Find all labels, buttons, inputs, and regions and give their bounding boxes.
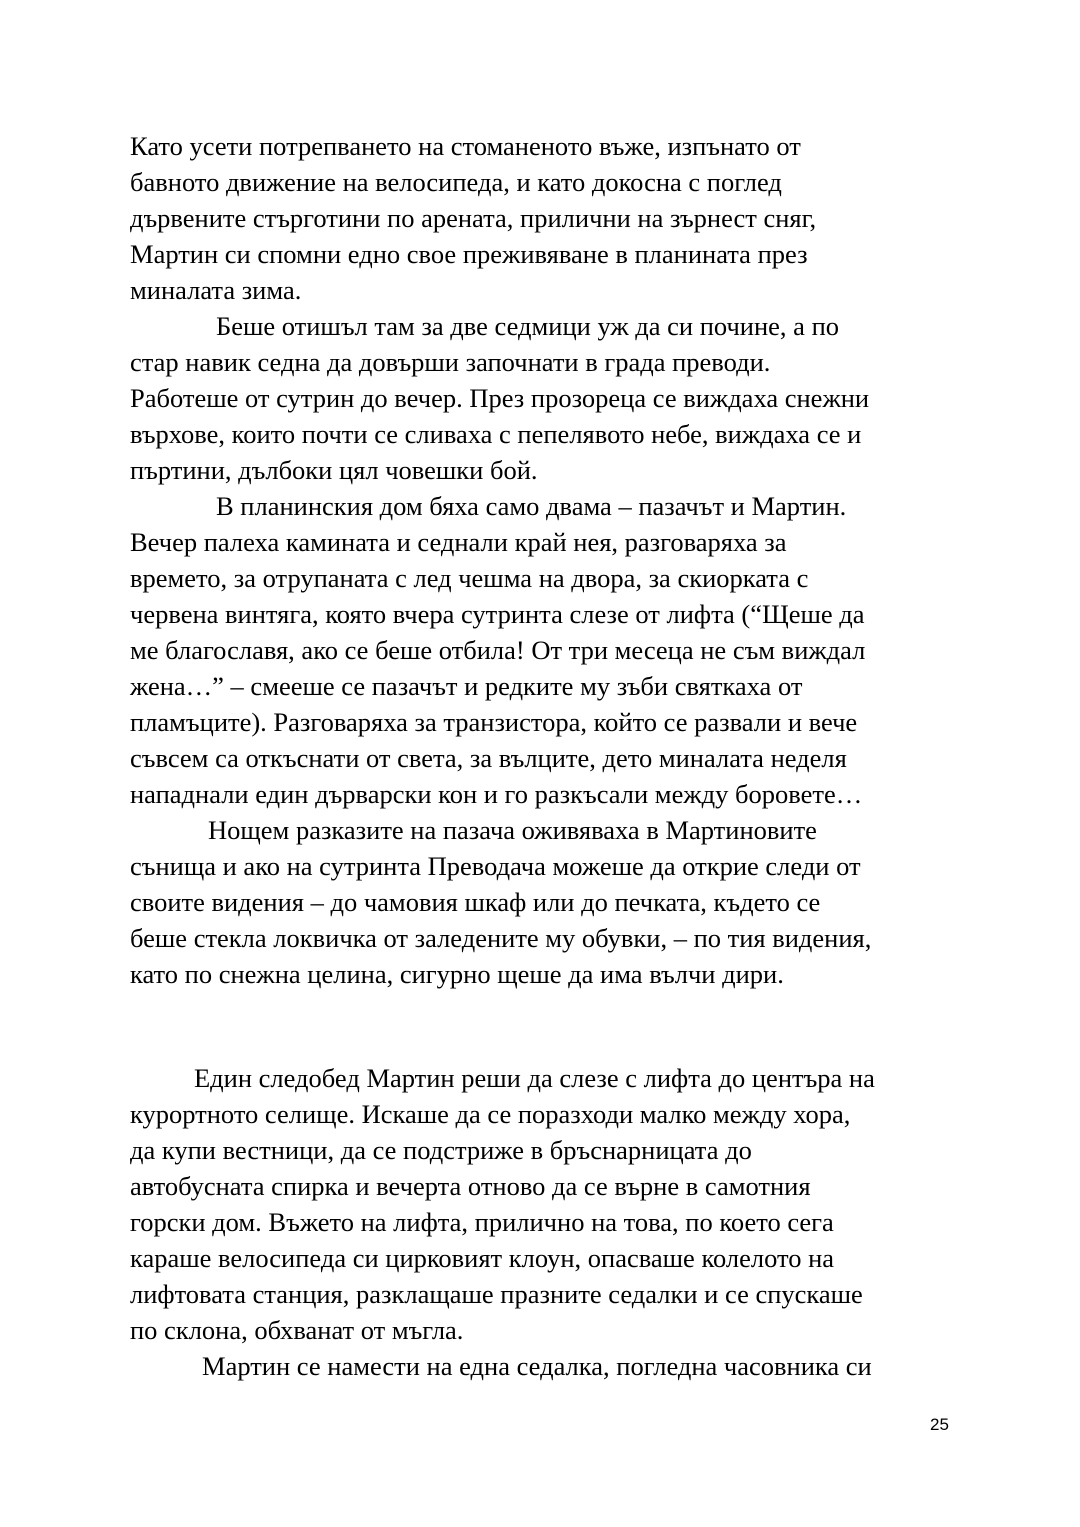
text-line: лифтовата станция, разклащаше празните седалки и се спускаше	[130, 1279, 863, 1309]
text-line-indented: Мартин се намести на една седалка, погледна часовника си	[202, 1351, 872, 1381]
text-section-2	[130, 1060, 960, 1384]
text-line: сънища и ако на сутринта Преводача можеше да открие следи от	[130, 851, 861, 881]
text-line: миналата зима.	[130, 275, 302, 305]
text-line: караше велосипеда си цирковият клоун, опасваше колелото на	[130, 1243, 835, 1273]
text-line: Като усети потрепването на стоманеното въже, изпънато от	[130, 131, 801, 161]
text-line: пламъците). Разговаряха за транзистора, който се развали и вече	[130, 707, 858, 737]
text-line-indented: Нощем разказите на пазача оживяваха в Мартиновите	[208, 815, 817, 845]
text-line: дървените стърготини по арената, прилични на зърнест сняг,	[130, 203, 817, 233]
text-line: горски дом. Въжето на лифта, прилично на това, по което сега	[130, 1207, 834, 1237]
text-line: да купи вестници, да се подстриже в бръснарницата до	[130, 1135, 752, 1165]
text-line: нападнали един дърварски кон и го разкъсали между боровете…	[130, 779, 863, 809]
text-line: Работеше от сутрин до вечер. През прозореца се виждаха снежни	[130, 383, 870, 413]
text-line-indented: Един следобед Мартин реши да слезе с лифта до центъра на	[194, 1063, 875, 1093]
page-number: 25	[930, 1415, 949, 1434]
text-line: Вечер палеха камината и седнали край нея, разговаряха за	[130, 527, 787, 557]
text-line-indented: Беше отишъл там за две седмици уж да си почине, а по	[216, 311, 839, 341]
text-line: съвсем са откъснати от света, за вълците, дето миналата неделя	[130, 743, 847, 773]
text-line: автобусната спирка и вечерта отново да се върне в самотния	[130, 1171, 811, 1201]
text-line: по склона, обхванат от мъгла.	[130, 1315, 464, 1345]
text-line: ме благославя, ако се беше отбила! От три месеца не съм виждал	[130, 635, 866, 665]
text-line: червена винтяга, която вчера сутринта слезе от лифта (“Щеше да	[130, 599, 865, 629]
text-line: курортното селище. Искаше да се поразходи малко между хора,	[130, 1099, 851, 1129]
text-section-1	[130, 128, 960, 992]
text-line: пъртини, дълбоки цял човешки бой.	[130, 455, 538, 485]
text-line: стар навик седна да довърши започнати в града преводи.	[130, 347, 771, 377]
text-line-indented: В планинския дом бяха само двама – пазачът и Мартин.	[216, 491, 847, 521]
text-line: Мартин си спомни едно свое преживяване в планината през	[130, 239, 808, 269]
text-line: жена…” – смееше се пазачът и редките му зъби святкаха от	[130, 671, 803, 701]
text-line: своите видения – до чамовия шкаф или до печката, където се	[130, 887, 821, 917]
text-line: беше стекла локвичка от заледените му обувки, – по тия видения,	[130, 923, 872, 953]
text-line: върхове, които почти се сливаха с пепелявото небе, виждаха се и	[130, 419, 862, 449]
text-line: като по снежна целина, сигурно щеше да има вълчи дири.	[130, 959, 784, 989]
text-line: бавното движение на велосипеда, и като докосна с поглед	[130, 167, 782, 197]
text-line: времето, за отрупаната с лед чешма на двора, за скиорката с	[130, 563, 809, 593]
